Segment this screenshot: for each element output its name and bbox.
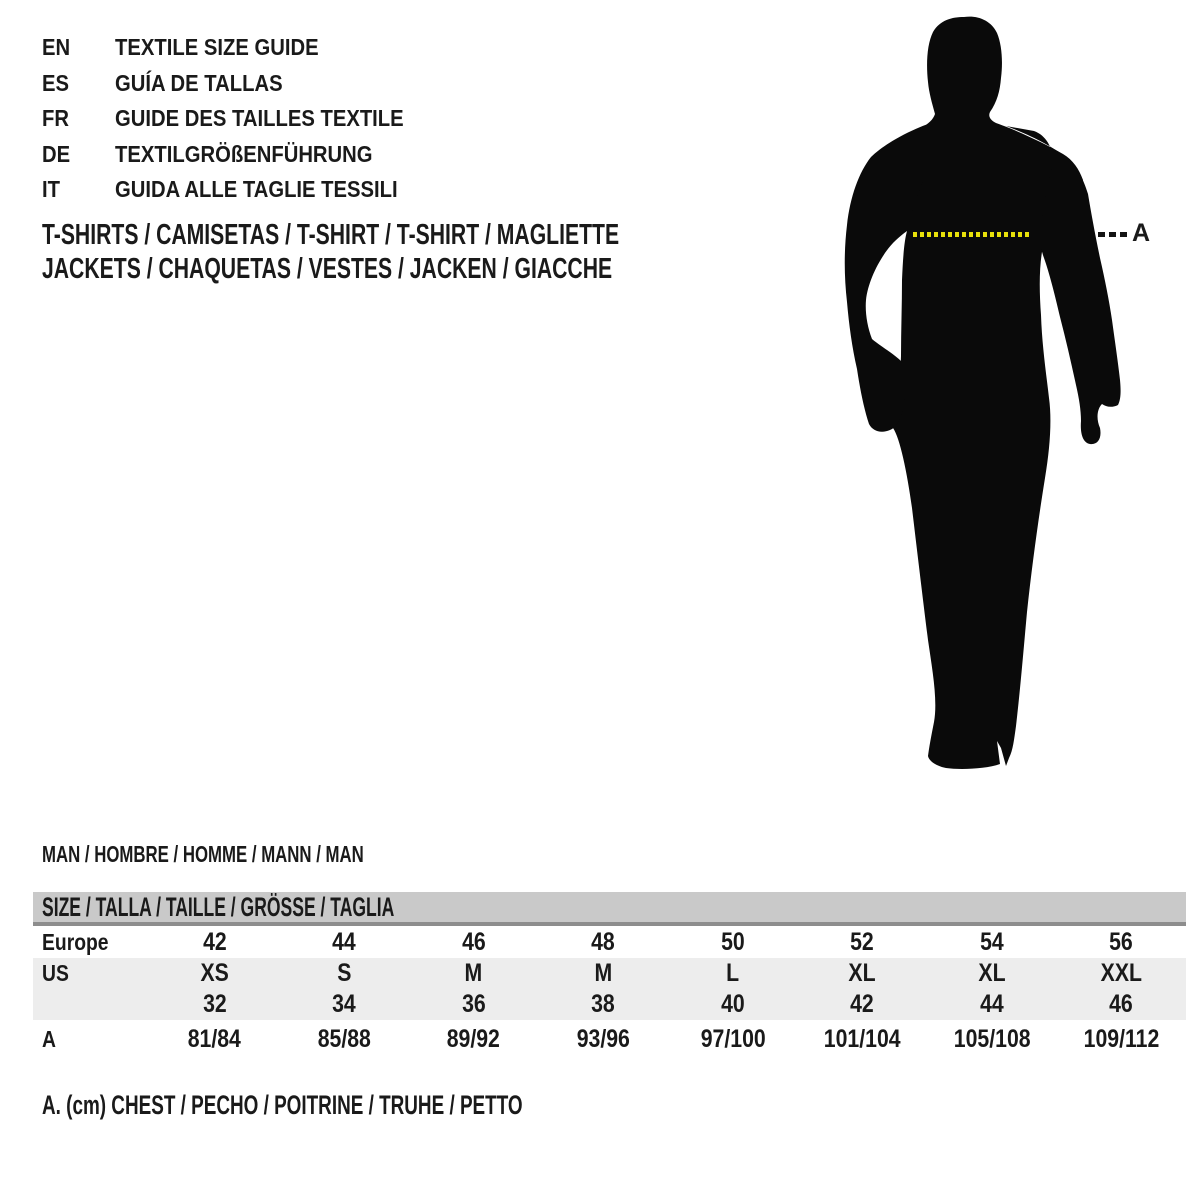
size-cell: 42 xyxy=(850,990,875,1018)
size-cell: 109/112 xyxy=(1083,1024,1160,1053)
size-cell: 105/108 xyxy=(953,1024,1031,1053)
language-label: GUIDE DES TAILLES TEXTILE xyxy=(115,105,404,131)
size-cell: 48 xyxy=(591,927,616,956)
measure-leader-line xyxy=(1098,232,1127,237)
size-cell: 46 xyxy=(1109,990,1134,1018)
size-cell: 85/88 xyxy=(317,1024,371,1053)
size-table xyxy=(33,892,1186,1062)
row-label: A xyxy=(42,1025,56,1052)
table-row-europe xyxy=(33,926,1186,958)
size-cell: XL xyxy=(848,959,876,987)
language-row xyxy=(42,66,404,102)
man-silhouette xyxy=(820,0,1200,800)
size-table-header-bar xyxy=(33,892,1186,926)
language-row xyxy=(42,101,404,137)
size-cell: 81/84 xyxy=(188,1024,242,1053)
category-block xyxy=(42,219,619,286)
language-row xyxy=(42,30,404,66)
size-cell: 97/100 xyxy=(700,1024,766,1053)
row-label: Europe xyxy=(42,928,109,955)
size-cell: 54 xyxy=(979,927,1004,956)
size-cell: L xyxy=(726,959,740,987)
size-cell: M xyxy=(594,959,613,987)
size-cell: 32 xyxy=(202,990,227,1018)
footnote: A. (cm) CHEST / PECHO / POITRINE / TRUHE / PETTO xyxy=(42,1090,523,1120)
size-cell: 44 xyxy=(332,927,357,956)
size-cell: 101/104 xyxy=(823,1024,901,1053)
language-row xyxy=(42,137,404,173)
size-cell: 34 xyxy=(332,990,357,1018)
size-cell: XS xyxy=(200,959,229,987)
category-line-tshirts: T-SHIRTS / CAMISETAS / T-SHIRT / T-SHIRT / MAGLIETTE xyxy=(42,219,620,251)
size-cell: 38 xyxy=(591,990,616,1018)
size-cell: 46 xyxy=(461,927,486,956)
size-table-header-label: SIZE / TALLA / TAILLE / GRÖSSE / TAGLIA xyxy=(42,892,395,922)
language-label: TEXTILE SIZE GUIDE xyxy=(115,34,319,60)
size-cell: 93/96 xyxy=(576,1024,630,1053)
language-label: TEXTILGRÖßENFÜHRUNG xyxy=(115,140,373,167)
size-cell: S xyxy=(337,959,352,987)
size-cell: 42 xyxy=(202,927,227,956)
row-label xyxy=(33,991,150,1018)
row-label: US xyxy=(42,960,69,986)
table-row-us xyxy=(33,958,1186,989)
size-cell: 36 xyxy=(461,990,486,1018)
chest-measure-line xyxy=(913,232,1031,237)
language-row xyxy=(42,172,404,208)
table-row-chest-a xyxy=(33,1020,1186,1058)
language-label: GUÍA DE TALLAS xyxy=(115,69,283,96)
size-cell: 40 xyxy=(720,990,745,1018)
measure-label-a: A xyxy=(1132,219,1151,247)
language-code: DE xyxy=(42,140,71,167)
language-code: ES xyxy=(42,69,70,96)
category-line-jackets: JACKETS / CHAQUETAS / VESTES / JACKEN / GIACCHE xyxy=(42,252,613,285)
language-label: GUIDA ALLE TAGLIE TESSILI xyxy=(115,176,398,202)
size-cell: 50 xyxy=(720,927,745,956)
language-code: FR xyxy=(42,105,69,131)
section-title: MAN / HOMBRE / HOMME / MANN / MAN xyxy=(42,841,364,867)
language-code: IT xyxy=(42,176,60,202)
size-cell: XL xyxy=(978,959,1006,987)
size-cell: 56 xyxy=(1109,927,1134,956)
size-cell: 52 xyxy=(850,927,875,956)
language-list xyxy=(42,30,404,208)
size-cell: 44 xyxy=(979,990,1004,1018)
language-code: EN xyxy=(42,34,71,60)
table-row-numeric xyxy=(33,989,1186,1020)
size-cell: M xyxy=(464,959,483,987)
size-cell: 89/92 xyxy=(447,1024,501,1053)
size-cell: XXL xyxy=(1100,959,1142,987)
